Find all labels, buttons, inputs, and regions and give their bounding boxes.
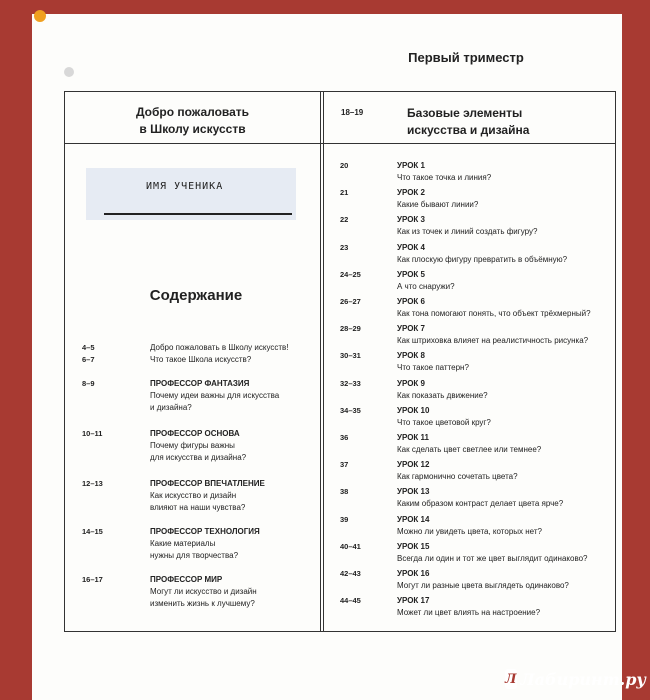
lesson-page-range: 38 — [340, 487, 349, 497]
entry-line: Какие материалы — [150, 539, 216, 548]
lesson-question: Что такое точка и линия? — [397, 173, 492, 182]
lesson-question: Как показать движение? — [397, 390, 488, 400]
entry-line: Почему идеи важны для искусства — [150, 391, 280, 400]
entry-heading: ПРОФЕССОР МИР — [150, 575, 223, 584]
lesson-heading: УРОК 8 — [397, 351, 425, 361]
entry-text — [150, 428, 320, 464]
left-title-line-1: Добро пожаловать — [135, 105, 250, 119]
lesson-question: Могут ли разные цвета выглядеть одинаково? — [397, 581, 569, 590]
lesson-text — [397, 187, 617, 211]
entry-line: Могут ли искусство и дизайн — [150, 587, 257, 596]
lesson-heading: УРОК 3 — [397, 215, 425, 225]
entry-page-range: 4–5 — [82, 343, 95, 352]
lesson-heading: УРОК 2 — [397, 188, 425, 198]
column-divider — [320, 92, 324, 631]
lesson-heading: УРОК 9 — [397, 378, 425, 388]
lesson-heading: УРОК 5 — [397, 269, 425, 279]
lesson-page-range: 42–43 — [340, 569, 361, 578]
lesson-heading: УРОК 14 — [397, 514, 430, 524]
lesson-text — [397, 160, 617, 184]
labirint-logo-icon: Л — [505, 669, 517, 689]
lesson-text — [397, 296, 617, 320]
header-rule — [65, 143, 615, 144]
entry-page-range: 12–13 — [82, 479, 103, 488]
lesson-question: Что такое паттерн? — [397, 363, 469, 373]
entry-line: нужны для творчества? — [150, 551, 239, 560]
lesson-page-range: 44–45 — [340, 596, 361, 606]
student-name-line — [104, 213, 292, 215]
lesson-page-range: 30–31 — [340, 351, 361, 361]
page-header: Первый триместр — [408, 50, 524, 65]
entry-page-range: 10–11 — [82, 429, 103, 438]
lesson-text — [397, 459, 617, 483]
entry-text — [150, 478, 320, 514]
entry-page-range: 8–9 — [82, 379, 95, 388]
left-section-title — [65, 104, 320, 138]
lesson-heading: УРОК 13 — [397, 487, 430, 497]
entry-page-range: 14–15 — [82, 527, 103, 536]
lesson-page-range: 24–25 — [340, 269, 361, 279]
entry-text — [150, 354, 320, 366]
lesson-question: Как тона помогают понять, что объект трёхмерный? — [397, 309, 591, 318]
watermark-text: Лабиринт.ру — [520, 669, 646, 689]
lesson-page-range: 32–33 — [340, 378, 361, 388]
entry-heading: ПРОФЕССОР ТЕХНОЛОГИЯ — [150, 527, 260, 536]
lesson-question: А что снаружи? — [397, 281, 455, 291]
lesson-heading: УРОК 7 — [397, 324, 425, 334]
pin-icon — [34, 10, 46, 22]
lesson-text — [397, 350, 617, 374]
watermark — [505, 668, 645, 690]
entry-line: Что такое Школа искусств? — [150, 355, 252, 364]
lesson-question: Как сделать цвет светлее или темнее? — [397, 445, 542, 454]
lesson-text — [397, 514, 617, 538]
entry-text — [150, 342, 320, 354]
lesson-text — [397, 486, 617, 510]
lesson-question: Как из точек и линий создать фигуру? — [397, 227, 538, 237]
entry-line: и дизайна? — [150, 403, 192, 412]
lesson-text — [397, 323, 617, 347]
lesson-heading: УРОК 4 — [397, 242, 425, 252]
lesson-heading: УРОК 16 — [397, 569, 430, 578]
lesson-text — [397, 214, 617, 238]
lesson-question: Как штриховка влияет на реалистичность рисунка? — [397, 336, 589, 346]
lesson-page-range: 36 — [340, 433, 349, 442]
lesson-heading: УРОК 17 — [397, 596, 430, 606]
entry-heading: ПРОФЕССОР ОСНОВА — [150, 429, 240, 438]
lesson-text — [397, 595, 617, 619]
lesson-heading: УРОК 11 — [397, 433, 429, 442]
lesson-question: Какие бывают линии? — [397, 200, 479, 210]
lesson-page-range: 37 — [340, 460, 349, 470]
lesson-heading: УРОК 15 — [397, 541, 430, 551]
student-name-label: ИМЯ УЧЕНИКА — [146, 181, 224, 192]
lesson-page-range: 40–41 — [340, 541, 361, 551]
entry-page-range: 6–7 — [82, 355, 95, 364]
lesson-question: Можно ли увидеть цвета, которых нет? — [397, 526, 542, 536]
lesson-page-range: 21 — [340, 188, 349, 198]
lesson-text — [397, 378, 617, 402]
lesson-heading: УРОК 6 — [397, 297, 425, 306]
lesson-text — [397, 541, 617, 565]
right-title-line-1: Базовые элементы — [407, 106, 523, 120]
entry-line: для искусства и дизайна? — [150, 453, 247, 462]
entry-line: Как искусство и дизайн — [150, 491, 237, 500]
entry-line: Почему фигуры важны — [150, 441, 235, 450]
lesson-question: Как плоскую фигуру превратить в объёмную? — [397, 254, 568, 264]
right-title-line-2: искусства и дизайна — [407, 123, 530, 137]
lesson-page-range: 23 — [340, 242, 349, 252]
entry-heading: ПРОФЕССОР ФАНТАЗИЯ — [150, 379, 250, 388]
lesson-question: Всегда ли один и тот же цвет выглядит одинаково? — [397, 553, 588, 563]
right-section-title — [407, 105, 529, 139]
lesson-question: Как гармонично сочетать цвета? — [397, 472, 518, 482]
lesson-page-range: 20 — [340, 161, 349, 170]
lesson-question: Что такое цветовой круг? — [397, 417, 491, 427]
pin-shadow — [64, 67, 74, 77]
lesson-text — [397, 432, 617, 456]
lesson-text — [397, 405, 617, 429]
lesson-heading: УРОК 1 — [397, 161, 425, 170]
entry-text — [150, 526, 320, 562]
right-section-pages: 18–19 — [341, 108, 364, 117]
lesson-page-range: 34–35 — [340, 405, 361, 415]
lesson-text — [397, 568, 617, 592]
lesson-page-range: 22 — [340, 215, 349, 225]
lesson-heading: УРОК 12 — [397, 460, 430, 470]
left-title-line-2: в Школу искусств — [139, 122, 246, 136]
lesson-page-range: 39 — [340, 514, 349, 524]
entry-line: изменить жизнь к лучшему? — [150, 599, 255, 608]
lesson-question: Может ли цвет влиять на настроение? — [397, 608, 541, 618]
lesson-text — [397, 269, 617, 293]
entry-line: Добро пожаловать в Школу искусств! — [150, 343, 289, 352]
lesson-question: Каким образом контраст делает цвета ярче? — [397, 499, 564, 509]
entry-line: влияют на наши чувства? — [150, 503, 246, 512]
lesson-page-range: 28–29 — [340, 324, 361, 334]
contents-title: Содержание — [149, 287, 243, 304]
entry-text — [150, 378, 320, 414]
entry-heading: ПРОФЕССОР ВПЕЧАТЛЕНИЕ — [150, 479, 265, 488]
lesson-page-range: 26–27 — [340, 297, 361, 306]
entry-text — [150, 574, 320, 610]
lesson-text — [397, 242, 617, 266]
entry-page-range: 16–17 — [82, 575, 103, 584]
lesson-heading: УРОК 10 — [397, 405, 430, 415]
